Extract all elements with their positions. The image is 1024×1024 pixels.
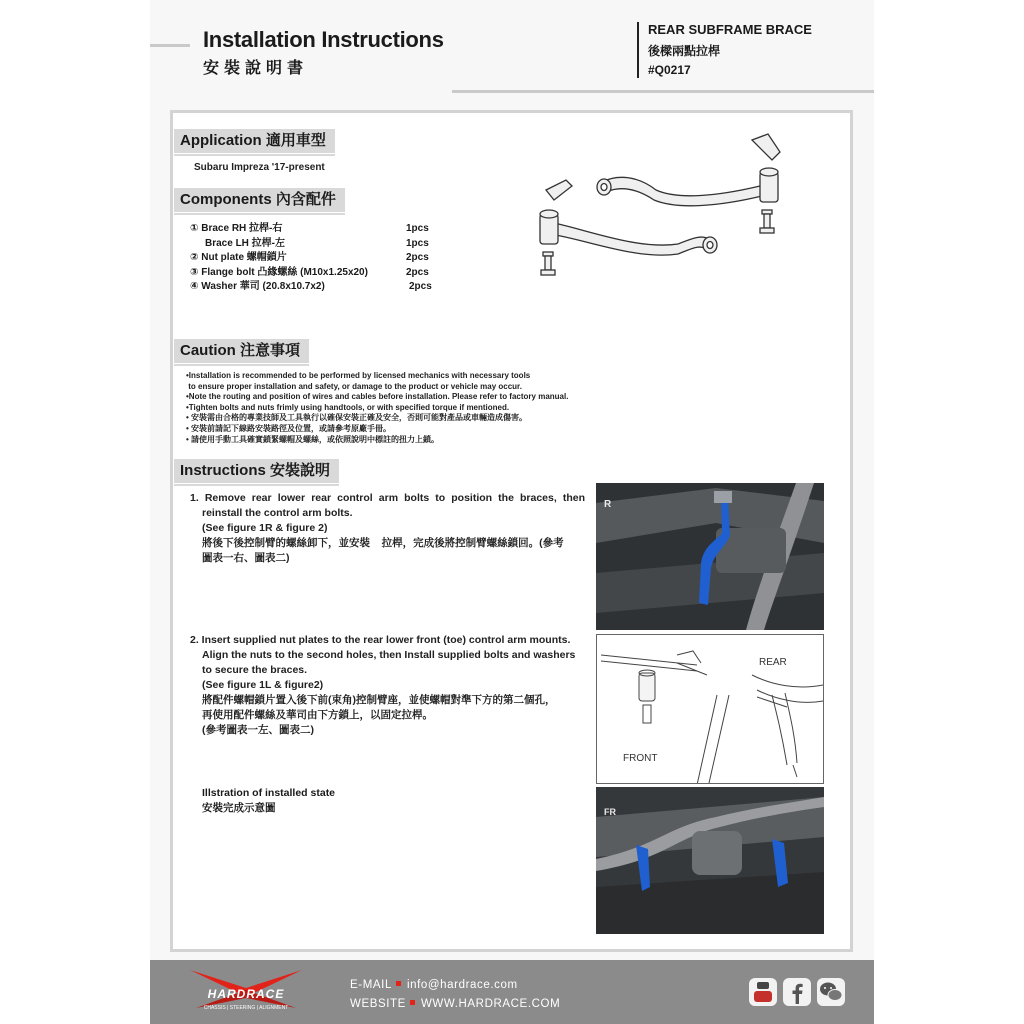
step-text: (See figure 1L & figure2): [202, 679, 324, 691]
component-name: ④ Washer 華司 (20.8x10.7x2): [190, 281, 325, 293]
step-text: to secure the braces.: [202, 664, 308, 676]
application-vehicle: Subaru Impreza '17-present: [194, 162, 325, 173]
component-name: ① Brace RH 拉桿-右: [190, 223, 283, 234]
component-qty: 2pcs: [409, 281, 432, 293]
component-name: Brace LH 拉桿-左: [205, 237, 286, 249]
instructions-heading: Instructions 安裝說明: [174, 459, 339, 483]
caution-line: •Tighten bolts and nuts frimly using handtools, or with specified torque if mentioned.: [186, 402, 510, 412]
diagram-rear-label: REAR: [759, 657, 787, 668]
caution-heading: Caution 注意事項: [174, 339, 309, 363]
caution-line: • 請使用手動工具確實鎖緊螺帽及螺絲，或依照說明中標註的扭力上鎖。: [186, 434, 440, 444]
product-name: REAR SUBFRAME BRACE: [648, 22, 812, 37]
step-text: 2. Insert supplied nut plates to the rear lower front (toe) control arm mounts.: [190, 634, 571, 646]
component-qty: 2pcs: [406, 266, 429, 278]
wechat-icon[interactable]: [817, 978, 845, 1006]
diagram-front-label: FRONT: [623, 753, 658, 764]
step-text: (參考圖表一左、圖表二): [202, 724, 314, 736]
step-text: 1. Remove rear lower rear control arm bolts to position the braces, then: [190, 492, 585, 504]
step-text: (See figure 1R & figure 2): [202, 522, 328, 534]
header-rule-right: [452, 90, 874, 93]
figure-diagram: [596, 634, 824, 784]
youtube-icon[interactable]: [749, 978, 777, 1006]
illustration-caption-zh: 安裝完成示意圖: [202, 802, 276, 814]
figure-3-label: FR: [604, 807, 616, 817]
caution-text: [186, 371, 568, 445]
figure-photo-installed: [596, 787, 824, 934]
parts-illustration: [528, 132, 788, 282]
website-label: WEBSITE: [350, 998, 406, 1010]
product-code: #Q0217: [648, 63, 691, 77]
caution-line: •Installation is recommended to be performed by licensed mechanics with necessary tools: [186, 371, 531, 380]
caution-line: •Note the routing and position of wires and cables before installation. Please refer to factory manual.: [186, 392, 569, 402]
figure-1-label: R: [604, 499, 612, 510]
website-link[interactable]: WWW.HARDRACE.COM: [420, 998, 561, 1010]
brand-tagline: CHASSIS | STEERING | ALIGNMENT: [203, 1005, 289, 1011]
application-heading: Application 適用車型: [174, 129, 335, 153]
component-name: ② Nut plate 螺帽鎖片: [190, 252, 287, 264]
caution-line: • 安裝需由合格的專業技師及工具執行以確保安裝正確及安全，否則可能對產品或車輛造成傷害。: [186, 413, 528, 423]
brand-name: HARDRACE: [207, 987, 285, 1001]
step-text: Align the nuts to the second holes, then Install supplied bolts and washers: [202, 649, 576, 661]
step-text: reinstall the control arm bolts.: [202, 507, 353, 519]
product-name-chinese: 後樑兩點拉桿: [648, 44, 721, 58]
component-name: ③ Flange bolt 凸緣螺絲 (M10x1.25x20): [190, 266, 368, 278]
step-text: 將配件螺帽鎖片置入後下前(束角)控制臂座，並使螺帽對準下方的第二個孔，: [202, 694, 556, 706]
step-text: 將後下後控制臂的螺絲卸下，並安裝 拉桿，完成後將控制臂螺絲鎖回。(參考: [202, 537, 564, 549]
contact-info: [350, 976, 560, 1014]
components-heading: Components 內含配件: [174, 188, 345, 212]
instruction-step-1: [190, 491, 585, 566]
header-rule-left: [150, 44, 190, 47]
facebook-icon[interactable]: [783, 978, 811, 1006]
illustration-caption-en: Illstration of installed state: [202, 787, 336, 799]
component-qty: 1pcs: [406, 237, 429, 249]
illustration-caption: [202, 786, 335, 816]
step-text: 圖表一右、圖表二): [202, 552, 290, 564]
caution-line: to ensure proper installation and safety, or damage to the product or vehicle may occur.: [186, 381, 522, 391]
email-link[interactable]: info@hardrace.com: [406, 979, 518, 991]
product-divider: [637, 22, 639, 78]
figure-photo-1: [596, 483, 824, 630]
page-title-chinese: 安裝說明書: [203, 60, 309, 77]
caution-line: • 安裝前請記下線路安裝路徑及位置，或請參考原廠手冊。: [186, 423, 392, 433]
component-qty: 2pcs: [406, 252, 429, 264]
step-text: 再使用配件螺絲及華司由下方鎖上，以固定拉桿。: [202, 709, 433, 721]
page-title: Installation Instructions: [203, 27, 444, 52]
brand-logo: [176, 968, 316, 1012]
email-label: E-MAIL: [350, 979, 392, 991]
component-qty: 1pcs: [406, 223, 429, 234]
instruction-step-2: [190, 633, 575, 738]
